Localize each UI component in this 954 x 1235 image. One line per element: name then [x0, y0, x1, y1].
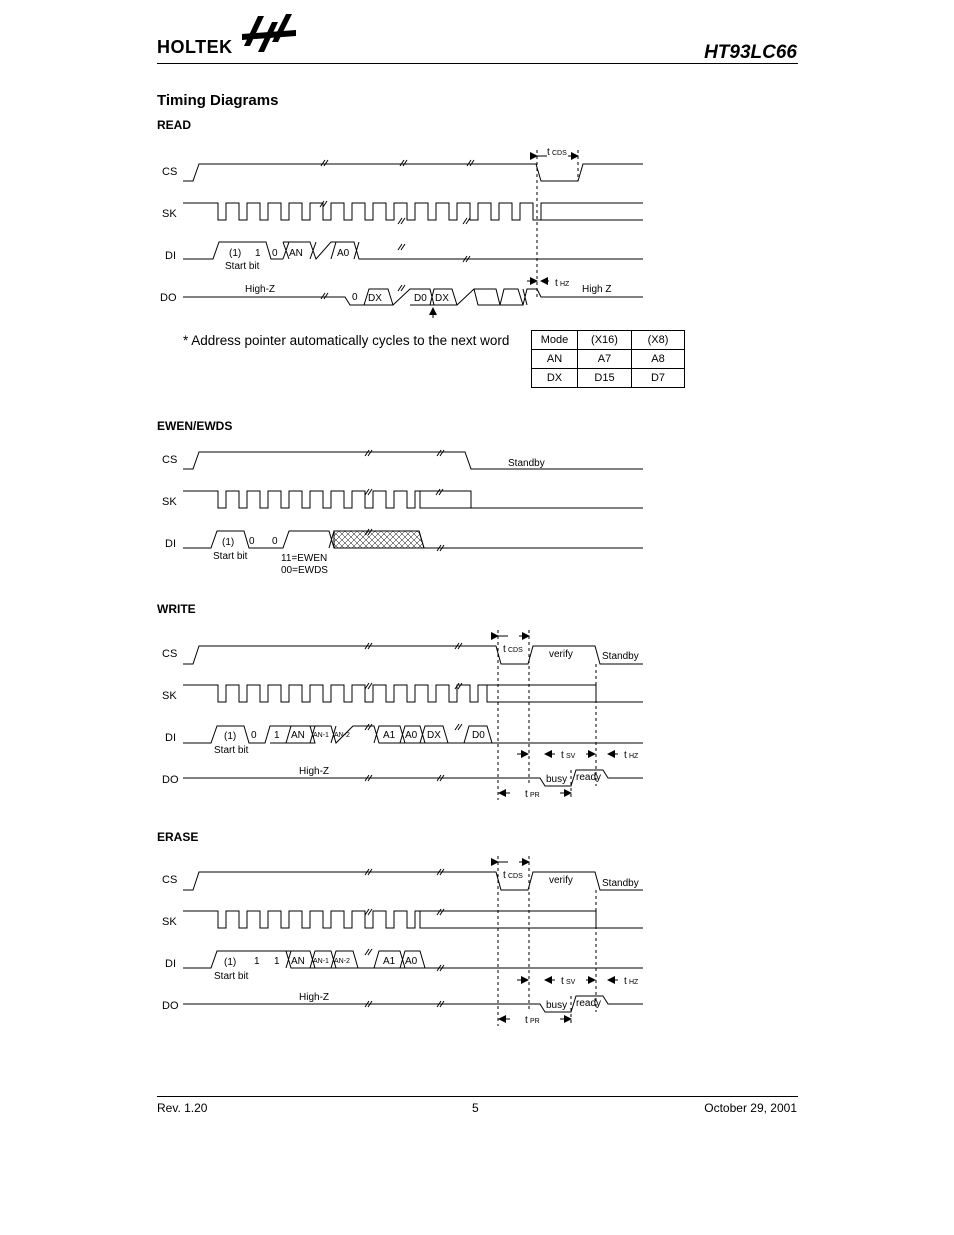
ewen-standby: Standby [508, 458, 545, 469]
erase-thz-sub: HZ [629, 979, 639, 986]
read-start-bit: Start bit [225, 261, 260, 272]
erase-busy: busy [546, 1000, 568, 1011]
table-cell: AN [532, 350, 578, 369]
write-verify: verify [549, 649, 573, 660]
erase-cs-waveform [183, 872, 643, 890]
write-tcds-label: t [503, 644, 506, 655]
table-cell: D15 [578, 369, 632, 388]
part-number: HT93LC66 [704, 42, 797, 63]
table-cell: (X8) [632, 331, 685, 350]
read-thz-sub: HZ [560, 281, 570, 288]
section-title-erase: ERASE [157, 830, 199, 844]
read-sk-waveform [183, 203, 643, 220]
section-title-write: WRITE [157, 602, 196, 616]
read-do-dx2: DX [435, 293, 449, 304]
erase-high-z: High-Z [299, 992, 330, 1003]
read-di-a0: A0 [337, 248, 350, 259]
read-do-dx: DX [368, 293, 382, 304]
read-di-waveform [183, 242, 643, 259]
erase-standby: Standby [602, 878, 639, 889]
read-di-zero: 0 [272, 248, 278, 259]
write-tpr-label: t [525, 789, 528, 800]
table-cell: A7 [578, 350, 632, 369]
erase-sk-waveform [183, 911, 643, 928]
company-logo-text: HOLTEK [157, 37, 233, 57]
footer-page-number: 5 [472, 1101, 479, 1115]
ewen-cs-waveform [183, 452, 643, 469]
ewen-di-zero: 0 [249, 536, 255, 547]
ewen-start-bit: Start bit [213, 551, 248, 562]
write-di-an2: AN-2 [334, 732, 350, 739]
write-busy: busy [546, 774, 568, 785]
read-di-label: DI [165, 250, 176, 262]
erase-di-a1: A1 [383, 956, 396, 967]
ewen-sk-label: SK [162, 496, 177, 508]
erase-tsv-sub: SV [566, 979, 576, 986]
erase-di-label: DI [165, 958, 176, 970]
erase-di-one2: 1 [274, 956, 280, 967]
erase-di-an2: AN-2 [334, 958, 350, 965]
read-do-zero: 0 [352, 292, 358, 303]
read-tcds-sub: CDS [552, 150, 567, 157]
table-cell: D7 [632, 369, 685, 388]
table-cell: (X16) [578, 331, 632, 350]
write-di-one: 1 [274, 730, 280, 741]
footer-date: October 29, 2001 [704, 1101, 797, 1115]
read-high-z-end: High Z [582, 284, 612, 295]
read-thz-label: t [555, 278, 558, 289]
erase-ready: ready [576, 998, 602, 1009]
erase-tsv-label: t [561, 976, 564, 987]
erase-cs-label: CS [162, 874, 178, 886]
read-cs-label: CS [162, 166, 178, 178]
page-title: Timing Diagrams [157, 92, 279, 109]
erase-thz-label: t [624, 976, 627, 987]
section-title-read: READ [157, 118, 192, 132]
read-sk-label: SK [162, 208, 177, 220]
erase-di-a0: A0 [405, 956, 418, 967]
write-standby: Standby [602, 651, 639, 662]
write-di-one-paren: (1) [224, 731, 237, 742]
erase-start-bit: Start bit [214, 971, 249, 982]
ewen-di-one-paren: (1) [222, 537, 235, 548]
table-cell: Mode [532, 331, 578, 350]
section-title-ewen: EWEN/EWDS [157, 419, 233, 433]
erase-do-label: DO [162, 1000, 179, 1012]
erase-di-an: AN [291, 956, 305, 967]
read-cs-waveform [183, 164, 643, 181]
erase-di-one-paren: (1) [224, 957, 237, 968]
read-do-label: DO [160, 292, 177, 304]
read-di-one: 1 [255, 248, 261, 259]
read-di-one-paren: (1) [229, 248, 242, 259]
write-cs-label: CS [162, 648, 178, 660]
address-pointer-note: * Address pointer automatically cycles to the next word [183, 333, 510, 348]
table-cell: A8 [632, 350, 685, 369]
read-do-d0: D0 [414, 293, 427, 304]
ewen-code-label: 11=EWEN [281, 553, 328, 564]
table-cell: DX [532, 369, 578, 388]
write-cs-waveform [183, 646, 643, 664]
erase-tcds-label: t [503, 870, 506, 881]
erase-di-one: 1 [254, 956, 260, 967]
erase-verify: verify [549, 875, 573, 886]
ewen-di-zero2: 0 [272, 536, 278, 547]
write-thz-label: t [624, 750, 627, 761]
write-di-an1: AN-1 [313, 732, 329, 739]
erase-diagram [183, 856, 643, 1026]
write-di-d0: D0 [472, 730, 485, 741]
erase-sk-label: SK [162, 916, 177, 928]
write-di-a0: A0 [405, 730, 418, 741]
write-thz-sub: HZ [629, 753, 639, 760]
write-do-label: DO [162, 774, 179, 786]
read-high-z: High-Z [245, 284, 276, 295]
write-sk-waveform [183, 685, 643, 702]
write-tsv-sub: SV [566, 753, 576, 760]
write-high-z: High-Z [299, 766, 330, 777]
write-tcds-sub: CDS [508, 647, 523, 654]
erase-tpr-label: t [525, 1015, 528, 1026]
footer-revision: Rev. 1.20 [157, 1101, 208, 1115]
write-ready: ready [576, 772, 602, 783]
erase-do-waveform [183, 996, 643, 1012]
erase-tcds-sub: CDS [508, 873, 523, 880]
ewds-code-label: 00=EWDS [281, 565, 328, 576]
write-di-an: AN [291, 730, 305, 741]
read-di-an: AN [289, 248, 303, 259]
ewen-sk-waveform [183, 491, 643, 508]
write-di-a1: A1 [383, 730, 396, 741]
ewen-cs-label: CS [162, 454, 178, 466]
write-start-bit: Start bit [214, 745, 249, 756]
read-tcds-label: t [547, 147, 550, 158]
erase-di-an1: AN-1 [313, 958, 329, 965]
ewen-di-label: DI [165, 538, 176, 550]
write-tpr-sub: PR [530, 792, 540, 799]
write-diagram [183, 630, 643, 800]
write-di-zero: 0 [251, 730, 257, 741]
write-sk-label: SK [162, 690, 177, 702]
erase-tpr-sub: PR [530, 1018, 540, 1025]
write-di-label: DI [165, 732, 176, 744]
write-tsv-label: t [561, 750, 564, 761]
write-do-waveform [183, 770, 643, 786]
write-di-dx: DX [427, 730, 441, 741]
footer-divider [157, 1096, 798, 1097]
